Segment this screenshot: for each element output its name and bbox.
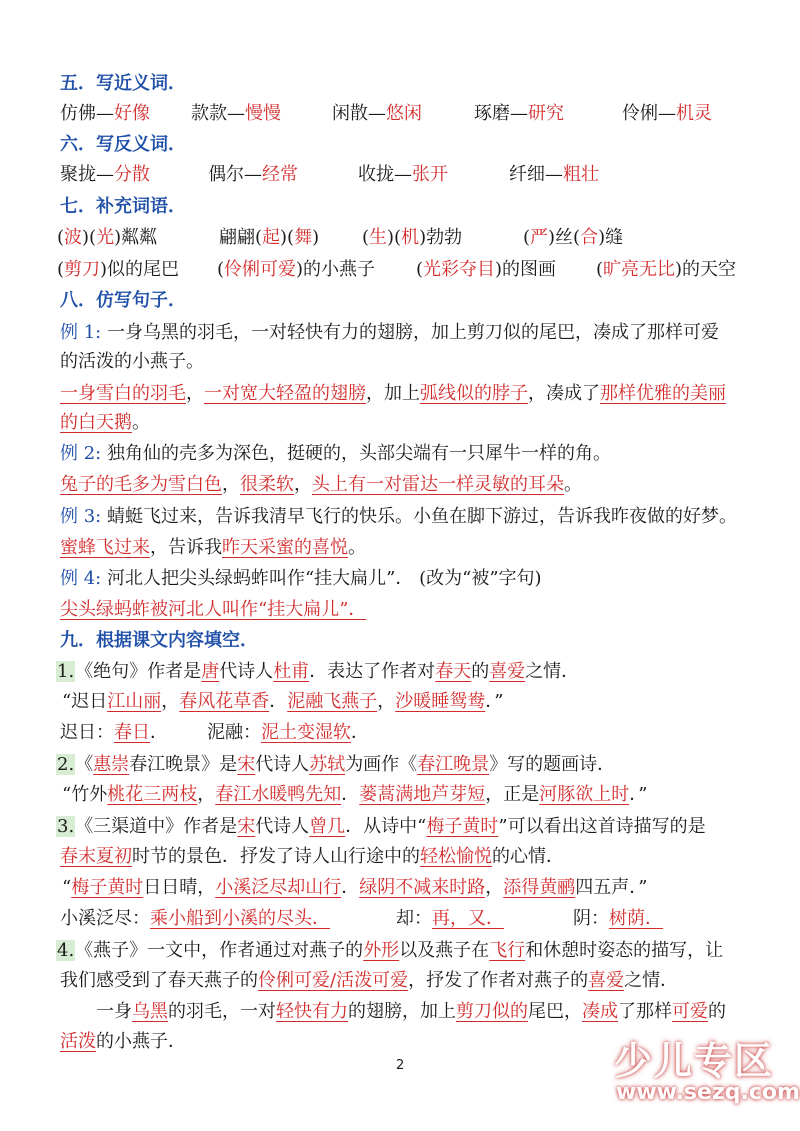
answer-text: 兔子的毛多为雪白色 [60,474,222,495]
synonym-answer: 机灵 [676,103,712,124]
antonym-pair [509,162,599,188]
antonym-answer: 分散 [114,164,150,185]
q4-line2 [60,968,678,994]
text: 之情． [525,661,580,682]
text: 代诗人 [255,816,310,837]
q1-line1 [56,659,579,685]
answer-text: 。 [348,537,366,558]
answer-text: 那样优雅的美丽 [600,383,726,404]
synonym-word: 款款— [191,103,245,124]
text: ， [161,691,180,712]
example-1 [60,320,719,346]
idiom-text: )勃勃 [419,227,463,248]
text: ”可以看出这首诗描写的是 [498,816,706,837]
synonym-word: 仿佛— [60,103,114,124]
answer-text: 添得黄鹂 [503,877,576,898]
fill-phrase [596,257,736,283]
fill-phrase [416,257,556,283]
question-number: 3. [57,816,75,837]
phrase-answer: 旷亮无比 [603,259,676,280]
answer-text: 凑成 [582,1001,618,1022]
answer-text: 。 [132,412,150,433]
antonym-word: 聚拢— [60,164,114,185]
synonym-answer: 研究 [528,103,564,124]
text: “迟日 [62,691,108,712]
text: 的 [471,661,490,682]
answer-text: 春风花草香 [179,691,270,712]
text: 《绝句》作者是 [75,661,202,682]
answer-text: 伶俐可爱/活泼可爱 [258,970,409,991]
synonym-pair [474,101,564,127]
answer-text: 杜甫 [273,661,310,682]
answer-text: 春江水暖鸭先知 [215,784,342,805]
answer-text: 再，又． [432,908,504,929]
example-label: 例 3: [60,506,102,527]
phrase-text: )的小燕子 [296,259,376,280]
answer-text: 曾几 [309,816,346,837]
answer-text: 梅子黄时 [71,877,144,898]
answer-1-cont [60,410,150,436]
text: ． [150,722,168,743]
answer-text: 蒌蒿满地芦芽短 [359,784,486,805]
section-5-title: 五．写近义词． [60,73,186,94]
text: 代诗人 [219,661,274,682]
answer-text: 活泼 [60,1031,96,1052]
text: 了那样 [618,1001,672,1022]
answer-text: 喜爱 [489,661,526,682]
text: “ [62,877,72,898]
idiom-text: 翩翩( [219,227,263,248]
fill-idiom [362,225,462,251]
answer-text: 惠崇 [93,754,130,775]
bracket: ( [523,227,531,248]
text: 四五声．” [575,877,648,898]
question-number: 4. [57,940,75,961]
text: ．表达了作者对 [309,661,436,682]
answer-text: 唐 [201,661,220,682]
q1-line3 [60,720,168,746]
text: ， [377,691,396,712]
answer-text: 很柔软 [240,474,294,495]
text: 小溪泛尽： [60,908,150,929]
page-number: 2 [396,1058,405,1073]
idiom-answer: 合 [580,227,599,248]
example-label: 例 4: [60,568,102,589]
example-text: 的活泼的小燕子。 [60,351,204,372]
q4-line3 [96,999,726,1025]
text: 迟日： [60,722,114,743]
q1-line3b [207,720,369,746]
answer-1 [60,381,726,407]
idiom-answer: 光 [96,227,115,248]
answer-text: 可爱 [672,1001,708,1022]
answer-text: 的白天鹅 [60,412,132,433]
answer-text: ，加上 [366,383,420,404]
text: ，抒发了作者对燕子的 [408,970,589,991]
synonym-pair [191,101,281,127]
answer-text: 飞行 [489,940,526,961]
fill-phrase [217,257,375,283]
antonym-pair [358,162,448,188]
idiom-answer: 严 [530,227,549,248]
answer-text: 泥融飞燕子 [287,691,378,712]
answer-text: 外形 [363,940,400,961]
antonym-answer: 粗壮 [563,164,599,185]
text: ． [341,784,360,805]
answer-text: 桃花三两枝 [107,784,198,805]
answer-text: ，凑成了 [528,383,600,404]
text: 以及燕子在 [399,940,490,961]
answer-text: 宋 [237,754,256,775]
q3-line4a [60,906,330,932]
text: 代诗人 [255,754,310,775]
example-text: 独角仙的壳多为深色，挺硬的，头部尖端有一只犀牛一样的角。 [106,443,611,464]
text: 尾巴， [528,1001,582,1022]
q2-line2 [62,782,647,808]
phrase-answer: 剪刀 [64,259,101,280]
answer-text: 剪刀似的 [456,1001,528,1022]
idiom-answer: 生 [369,227,388,248]
answer-text: 江山丽 [107,691,162,712]
synonym-word: 琢磨— [474,103,528,124]
text: 春江晚景》是 [129,754,238,775]
bracket: ( [57,227,65,248]
example-label: 例 2: [60,443,102,464]
antonym-word: 偶尔— [208,164,262,185]
answer-text: 绿阴不减来时路 [359,877,486,898]
antonym-answer: 经常 [262,164,298,185]
phrase-answer: 光彩夺目 [423,259,496,280]
answer-text: 宋 [237,816,256,837]
phrase-text: )的图画 [495,259,557,280]
answer-text: 头上有一对雷达一样灵敏的耳朵 [312,474,564,495]
bracket: ( [217,259,225,280]
text: 之情． [624,970,679,991]
text: ， [485,877,504,898]
text: 《燕子》一文中，作者通过对燕子的 [75,940,364,961]
idiom-answer: 机 [401,227,420,248]
example-label: 例 1: [60,322,102,343]
idiom-text: )丝( [548,227,581,248]
answer-2 [60,472,582,498]
idiom-answer: 波 [64,227,83,248]
synonym-answer: 慢慢 [245,103,281,124]
answer-text: 弧线似的脖子 [420,383,528,404]
antonym-answer: 张开 [412,164,448,185]
answer-3 [60,535,366,561]
text: ． [269,691,288,712]
text: ． [341,877,360,898]
text: 和休憩时姿态的描写，让 [525,940,724,961]
bracket: ( [416,259,424,280]
q3-line2 [60,844,564,870]
answer-text: 蜜蜂飞过来 [60,537,150,558]
answer-text: 春江晚景 [417,754,490,775]
text: 《三渠道中》作者是 [75,816,238,837]
answer-text: ， [186,383,204,404]
bracket: )( [280,227,295,248]
watermark-brand: 少儿专区 [614,1039,775,1083]
text: 的心情． [492,846,564,867]
answer-text: 乌黑 [132,1001,168,1022]
idiom-text: )缝 [598,227,624,248]
phrase-text: )似的尾巴 [100,259,180,280]
synonym-word: 闲散— [332,103,386,124]
example-3 [60,504,737,530]
bracket: )( [82,227,97,248]
q1-line2 [62,689,503,715]
answer-text: 轻松愉悦 [420,846,492,867]
example-text: 蜻蜓飞过来，告诉我清早飞行的快乐。小鱼在脚下游过，告诉我昨夜做的好梦。 [106,506,737,527]
answer-text: ，告诉我 [150,537,222,558]
text: “竹外 [62,784,108,805]
text: 《 [75,754,94,775]
synonym-pair [332,101,422,127]
idiom-answer: 舞 [294,227,313,248]
section-8-title: 八．仿写句子． [60,290,186,311]
synonym-answer: 好像 [114,103,150,124]
q4-line1 [56,938,723,964]
text: 时节的景色．抒发了诗人山行途中的 [132,846,420,867]
antonym-word: 纤细— [509,164,563,185]
answer-text: 一身雪白的羽毛 [60,383,186,404]
bracket: )( [387,227,402,248]
synonym-word: 伶俐— [622,103,676,124]
q4-line4 [60,1029,186,1055]
answer-text: ， [294,474,312,495]
phrase-text: )的天空 [675,259,737,280]
answer-4 [60,597,366,623]
bracket: ( [596,259,604,280]
q3-line4c [573,906,663,932]
watermark-url: www.sezq.com [616,1080,800,1105]
fill-idiom [523,225,623,251]
idiom-text: )粼粼 [114,227,158,248]
answer-text: 。 [564,474,582,495]
example-2 [60,441,611,467]
text: 一身 [96,1001,132,1022]
text: 我们感受到了春天燕子的 [60,970,258,991]
antonym-pair [60,162,150,188]
question-number: 2. [57,754,75,775]
text: 为画作《 [345,754,418,775]
text: 泥融： [207,722,261,743]
antonym-pair [208,162,298,188]
example-text: 河北人把尖头绿蚂蚱叫作“挂大扁儿”． (改为“被”字句) [106,568,542,589]
answer-text: ， [222,474,240,495]
text: ． [351,722,369,743]
q3-line3 [62,875,647,901]
answer-text: 泥土变湿软 [261,722,351,743]
q3-line4b [396,906,504,932]
text: 的翅膀，加上 [348,1001,456,1022]
text: 的小燕子． [96,1031,186,1052]
section-9-title: 九．根据课文内容填空． [60,630,258,651]
answer-text: 春天 [435,661,472,682]
answer-text: 沙暖睡鸳鸯 [395,691,486,712]
example-text: 一身乌黑的羽毛，一对轻快有力的翅膀，加上剪刀似的尾巴，凑成了那样可爱 [106,322,719,343]
text: 却： [396,908,432,929]
answer-text: 乘小船到小溪的尽头． [150,908,330,929]
phrase-answer: 伶俐可爱 [224,259,297,280]
text: 》写的题画诗． [489,754,616,775]
text: 日日晴， [143,877,216,898]
text: ，正是 [485,784,540,805]
answer-text: 小溪泛尽却山行 [215,877,342,898]
bracket: ( [362,227,370,248]
text: 的 [708,1001,726,1022]
text: ．” [485,691,504,712]
text: ， [197,784,216,805]
answer-text: 树荫． [609,908,663,929]
answer-text: 轻快有力 [276,1001,348,1022]
fill-idiom [57,225,157,251]
q3-line1 [56,814,706,840]
answer-text: 河豚欲上时 [539,784,630,805]
answer-text: 苏轼 [309,754,346,775]
bracket: ) [312,227,320,248]
q2-line1 [56,752,615,778]
section-6-title: 六．写反义词． [60,134,186,155]
synonym-row [60,101,150,127]
fill-idiom [219,225,319,251]
answer-text: 尖头绿蚂蚱被河北人叫作“挂大扁儿”． [60,599,367,620]
answer-text: 一对宽大轻盈的翅膀 [204,383,366,404]
text: 阴： [573,908,609,929]
idiom-answer: 起 [262,227,281,248]
answer-text: 喜爱 [588,970,625,991]
text: 的羽毛，一对 [168,1001,276,1022]
synonym-pair [622,101,712,127]
answer-text: 昨天采蜜的喜悦 [222,537,348,558]
fill-phrase [57,257,179,283]
answer-text: 梅子黄时 [426,816,499,837]
answer-text: 春日 [114,722,150,743]
example-4 [60,566,542,592]
text: ．从诗中“ [345,816,427,837]
question-number: 1. [57,661,75,682]
bracket: ( [57,259,65,280]
synonym-answer: 悠闲 [386,103,422,124]
section-7-title: 七．补充词语． [60,196,186,217]
text: ．” [629,784,648,805]
antonym-word: 收拢— [358,164,412,185]
answer-text: 春末夏初 [60,846,132,867]
